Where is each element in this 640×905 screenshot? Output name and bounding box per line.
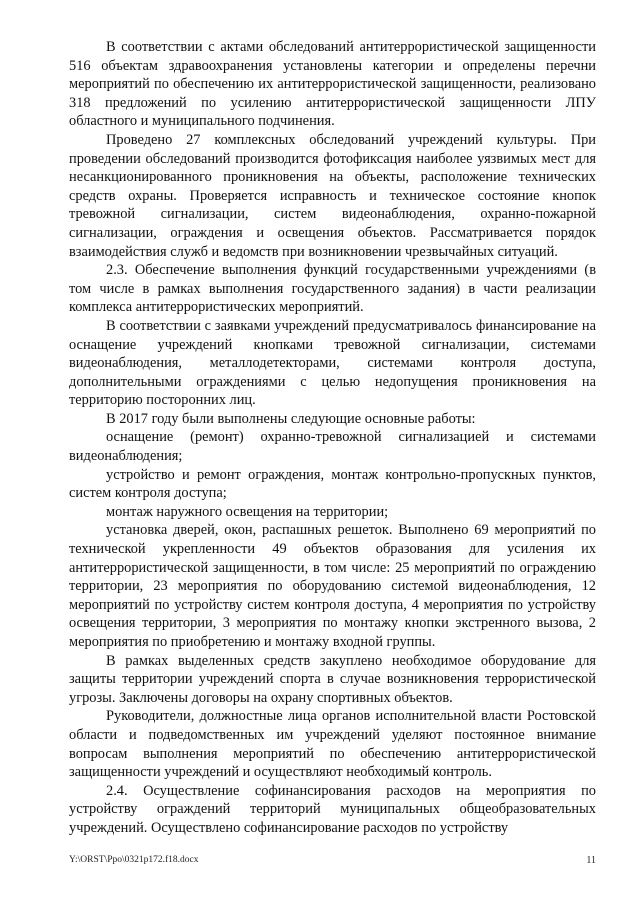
paragraph-control: Руководители, должностные лица органов исполнительной власти Ростовской области и подведомственных им учреждений уделяют постоянное внимание вопросам выполнения мероприятий по обеспечению антитеррористической защищенности учреждений и осуществляют необходимый контроль. (69, 708, 596, 781)
list-item-fencing: устройство и ремонт ограждения, монтаж контрольно-пропускных пунктов, систем контроля доступа; (69, 466, 596, 502)
footer-file-path: Y:\ORST\Ppo\0321p172.f18.docx (69, 855, 199, 865)
paragraph-financing: В соответствии с заявками учреждений предусматривалось финансирование на оснащение учреждений кнопками тревожной сигнализации, системами видеонаблюдения, металлодетекторами, системами контроля доступа, дополнительными ограждениями с целью недопущения проникновения на территорию посторонних лиц. (69, 317, 596, 409)
paragraph-works-intro: В 2017 году были выполнены следующие основные работы: (106, 410, 476, 427)
paragraph-sports-equipment: В рамках выделенных средств закуплено необходимое оборудование для защиты территории учреждений спорта в случае возникновения террористической угрозы. Заключены договоры на охрану спортивных объектов. (69, 652, 596, 706)
list-item-lighting: монтаж наружного освещения на территории; (106, 503, 389, 520)
paragraph-culture-inspections: Проведено 27 комплексных обследований учреждений культуры. При проведении обследований производится фотофиксация наиболее уязвимых мест для несанкционированного проникновения на объекты, расположение технических средств охраны. Проверяется исправность и техническое состояние кнопок тревожной сигнализации, систем видеонаблюдения, охранно-пожарной сигнализации, ограждения и освещения объектов. Рассматривается порядок взаимодействия служб и ведомств при возникновении чрезвычайных ситуаций. (69, 131, 596, 260)
page-number: 11 (586, 855, 596, 866)
section-heading-2-4: 2.4. Осуществление софинансирования расходов на мероприятия по устройству ограждений территорий муниципальных общеобразовательных учреждений. Осуществлено софинансирование расходов по устройству (69, 782, 596, 836)
document-body (69, 38, 596, 838)
paragraph-healthcare: В соответствии с актами обследований антитеррористической защищенности 516 объектам здравоохранения установлены категории и определены перечни мероприятий по обеспечению их антитеррористической защищенности, реализовано 318 предложений по усилению антитеррористической защищенности ЛПУ областного и муниципального подчинения. (69, 39, 596, 130)
list-item-doors-windows: установка дверей, окон, распашных решеток. Выполнено 69 мероприятий по технической укрепленности 49 объектов образования для усиления их антитеррористической защищенности, в том числе: 25 мероприятий по ограждению территории, 23 мероприятия по оборудованию системой видеонаблюдения, 12 мероприятий по устройству систем контроля доступа, 4 мероприятия по устройству освещения территории, 3 мероприятия по монтажу кнопки экстренного вызова, 2 мероприятия по приобретению и монтажу входной группы. (69, 522, 596, 650)
list-item-alarm-video: оснащение (ремонт) охранно-тревожной сигнализацией и системами видеонаблюдения; (69, 429, 596, 465)
section-heading-2-3: 2.3. Обеспечение выполнения функций государственными учреждениями (в том числе в рамках выполнения государственного задания) в части реализации комплекса антитеррористических мероприятий. (69, 262, 596, 316)
